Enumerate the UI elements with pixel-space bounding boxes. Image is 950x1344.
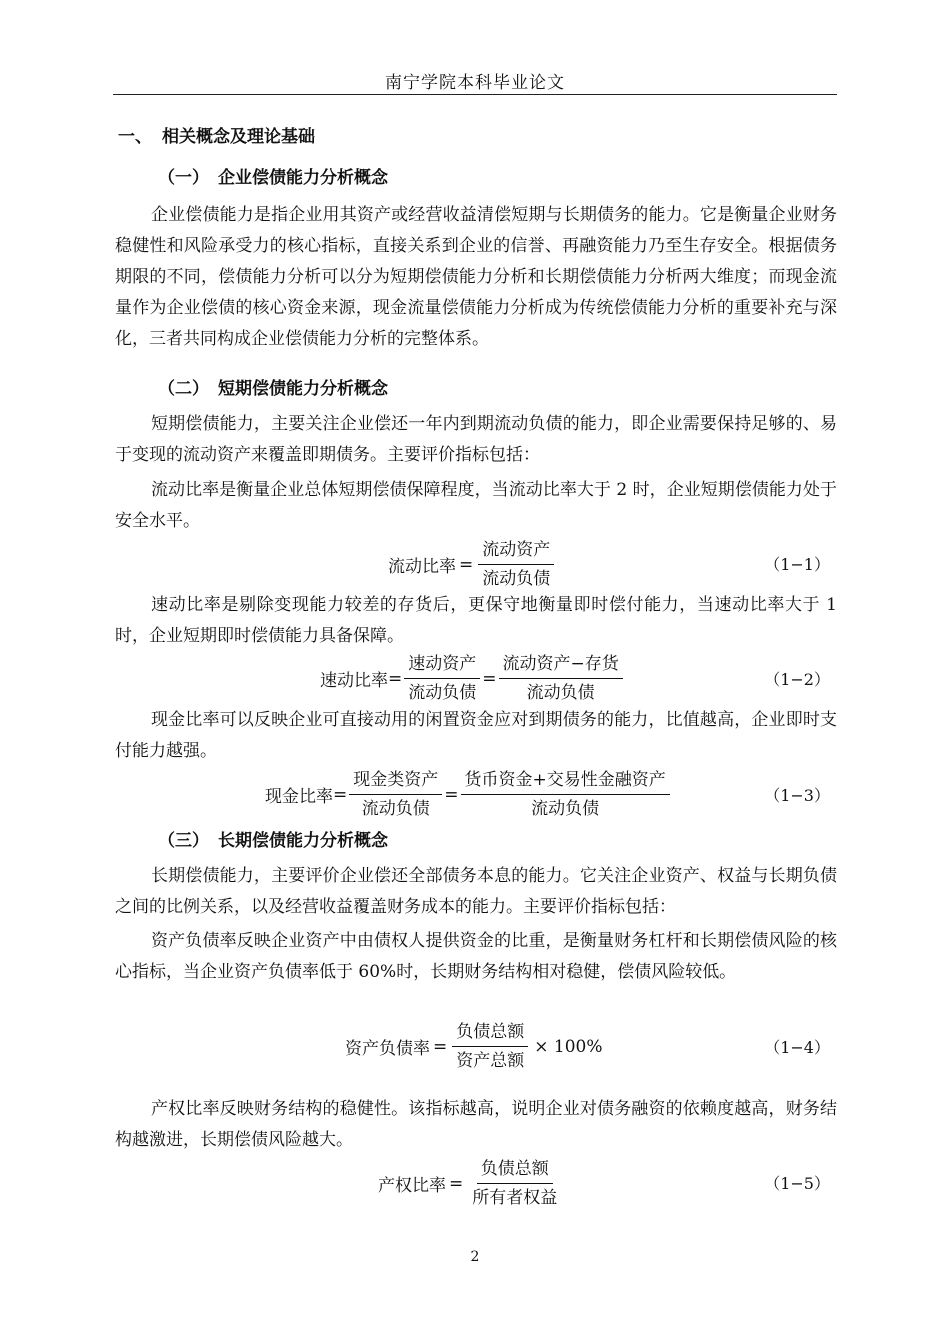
equals-sign: =	[444, 784, 459, 805]
formula-quick-ratio	[320, 652, 625, 705]
formula-lhs: 资产负债率	[345, 1039, 430, 1059]
subsection-number: （二）	[158, 379, 209, 399]
equation-number: （1−5）	[764, 1174, 830, 1193]
fraction	[452, 1020, 528, 1073]
subsection-title: 长期偿债能力分析概念	[218, 831, 388, 851]
percentage-multiplier: × 100%	[534, 1036, 603, 1057]
numerator: 负债总额	[452, 1020, 528, 1047]
equation-number: （1−2）	[764, 670, 830, 689]
denominator: 资产总额	[456, 1051, 525, 1071]
equation-number: （1−4）	[764, 1038, 830, 1057]
numerator: 流动资产	[478, 538, 554, 565]
fraction	[404, 652, 480, 705]
page-number: 2	[470, 1249, 480, 1265]
formula-lhs: 现金比率	[265, 787, 333, 807]
formula-debt-ratio	[345, 1020, 603, 1073]
subsection-heading-1	[158, 163, 388, 188]
section-title: 相关概念及理论基础	[162, 127, 315, 147]
equation-number: （1−3）	[764, 786, 830, 805]
numerator: 流动资产−存货	[499, 652, 623, 679]
denominator: 流动负债	[531, 799, 600, 819]
paragraph-equity-ratio: 产权比率反映财务结构的稳健性。该指标越高，说明企业对债务融资的依赖度越高，财务结构越激进，长期偿债风险越大。	[115, 1099, 837, 1150]
numerator: 速动资产	[404, 652, 480, 679]
equals-sign: =	[388, 668, 403, 689]
denominator: 流动负债	[361, 799, 430, 819]
numerator: 现金类资产	[349, 768, 442, 795]
paragraph-solvency-definition: 企业偿债能力是指企业用其资产或经营收益清偿短期与长期债务的能力。它是衡量企业财务稳健性和风险承受力的核心指标，直接关系到企业的信誉、再融资能力乃至生存安全。根据债务期限的不同，偿债能力分析可以分为短期偿债能力分析和长期偿债能力分析两大维度；而现金流量作为企业偿债的核心资金来源，现金流量偿债能力分析成为传统偿债能力分析的重要补充与深化，三者共同构成企业偿债能力分析的完整体系。	[115, 205, 837, 349]
formula-current-ratio	[388, 538, 556, 591]
equals-sign: =	[433, 1036, 448, 1057]
equals-sign: =	[333, 784, 348, 805]
equals-sign: =	[459, 554, 474, 575]
paragraph-cash-ratio: 现金比率可以反映企业可直接动用的闲置资金应对到期债务的能力，比值越高，企业即时支付能力越强。	[115, 710, 837, 761]
section-number: 一、	[118, 127, 152, 147]
fraction	[461, 768, 670, 821]
numerator: 货币资金+交易性金融资产	[461, 768, 670, 795]
section-heading-1	[118, 122, 315, 147]
paragraph-long-term: 长期偿债能力，主要评价企业偿还全部债务本息的能力。它关注企业资产、权益与长期负债之间的比例关系，以及经营收益覆盖财务成本的能力。主要评价指标包括：	[115, 866, 837, 917]
formula-cash-ratio	[265, 768, 672, 821]
fraction	[468, 1157, 561, 1210]
equals-sign: =	[482, 668, 497, 689]
formula-lhs: 速动比率	[320, 671, 388, 691]
subsection-number: （三）	[158, 831, 209, 851]
paragraph-debt-ratio: 资产负债率反映企业资产中由债权人提供资金的比重，是衡量财务杠杆和长期偿债风险的核心指标，当企业资产负债率低于 60%时，长期财务结构相对稳健，偿债风险较低。	[115, 931, 837, 982]
denominator: 流动负债	[526, 683, 595, 703]
subsection-title: 短期偿债能力分析概念	[218, 379, 388, 399]
fraction	[349, 768, 442, 821]
paragraph-quick-ratio: 速动比率是剔除变现能力较差的存货后，更保守地衡量即时偿付能力，当速动比率大于 1 时，企业短期即时偿债能力具备保障。	[115, 595, 837, 646]
equals-sign: =	[449, 1173, 464, 1194]
paragraph-short-term: 短期偿债能力，主要关注企业偿还一年内到期流动负债的能力，即企业需要保持足够的、易于变现的流动资产来覆盖即期债务。主要评价指标包括：	[115, 414, 837, 465]
equation-number: （1−1）	[764, 555, 830, 574]
subsection-heading-2	[158, 374, 388, 399]
fraction	[478, 538, 554, 591]
fraction	[499, 652, 623, 705]
denominator: 流动负债	[408, 683, 477, 703]
paragraph-current-ratio: 流动比率是衡量企业总体短期偿债保障程度，当流动比率大于 2 时，企业短期偿债能力处于安全水平。	[115, 480, 837, 531]
formula-lhs: 产权比率	[378, 1176, 446, 1196]
page-header: 南宁学院本科毕业论文	[385, 73, 565, 93]
denominator: 流动负债	[482, 569, 551, 589]
denominator: 所有者权益	[472, 1188, 558, 1208]
formula-lhs: 流动比率	[388, 557, 456, 577]
header-divider	[113, 94, 837, 95]
numerator: 负债总额	[477, 1157, 553, 1184]
subsection-title: 企业偿债能力分析概念	[218, 168, 388, 188]
subsection-heading-3	[158, 826, 388, 851]
formula-equity-ratio	[378, 1157, 563, 1210]
subsection-number: （一）	[158, 168, 209, 188]
